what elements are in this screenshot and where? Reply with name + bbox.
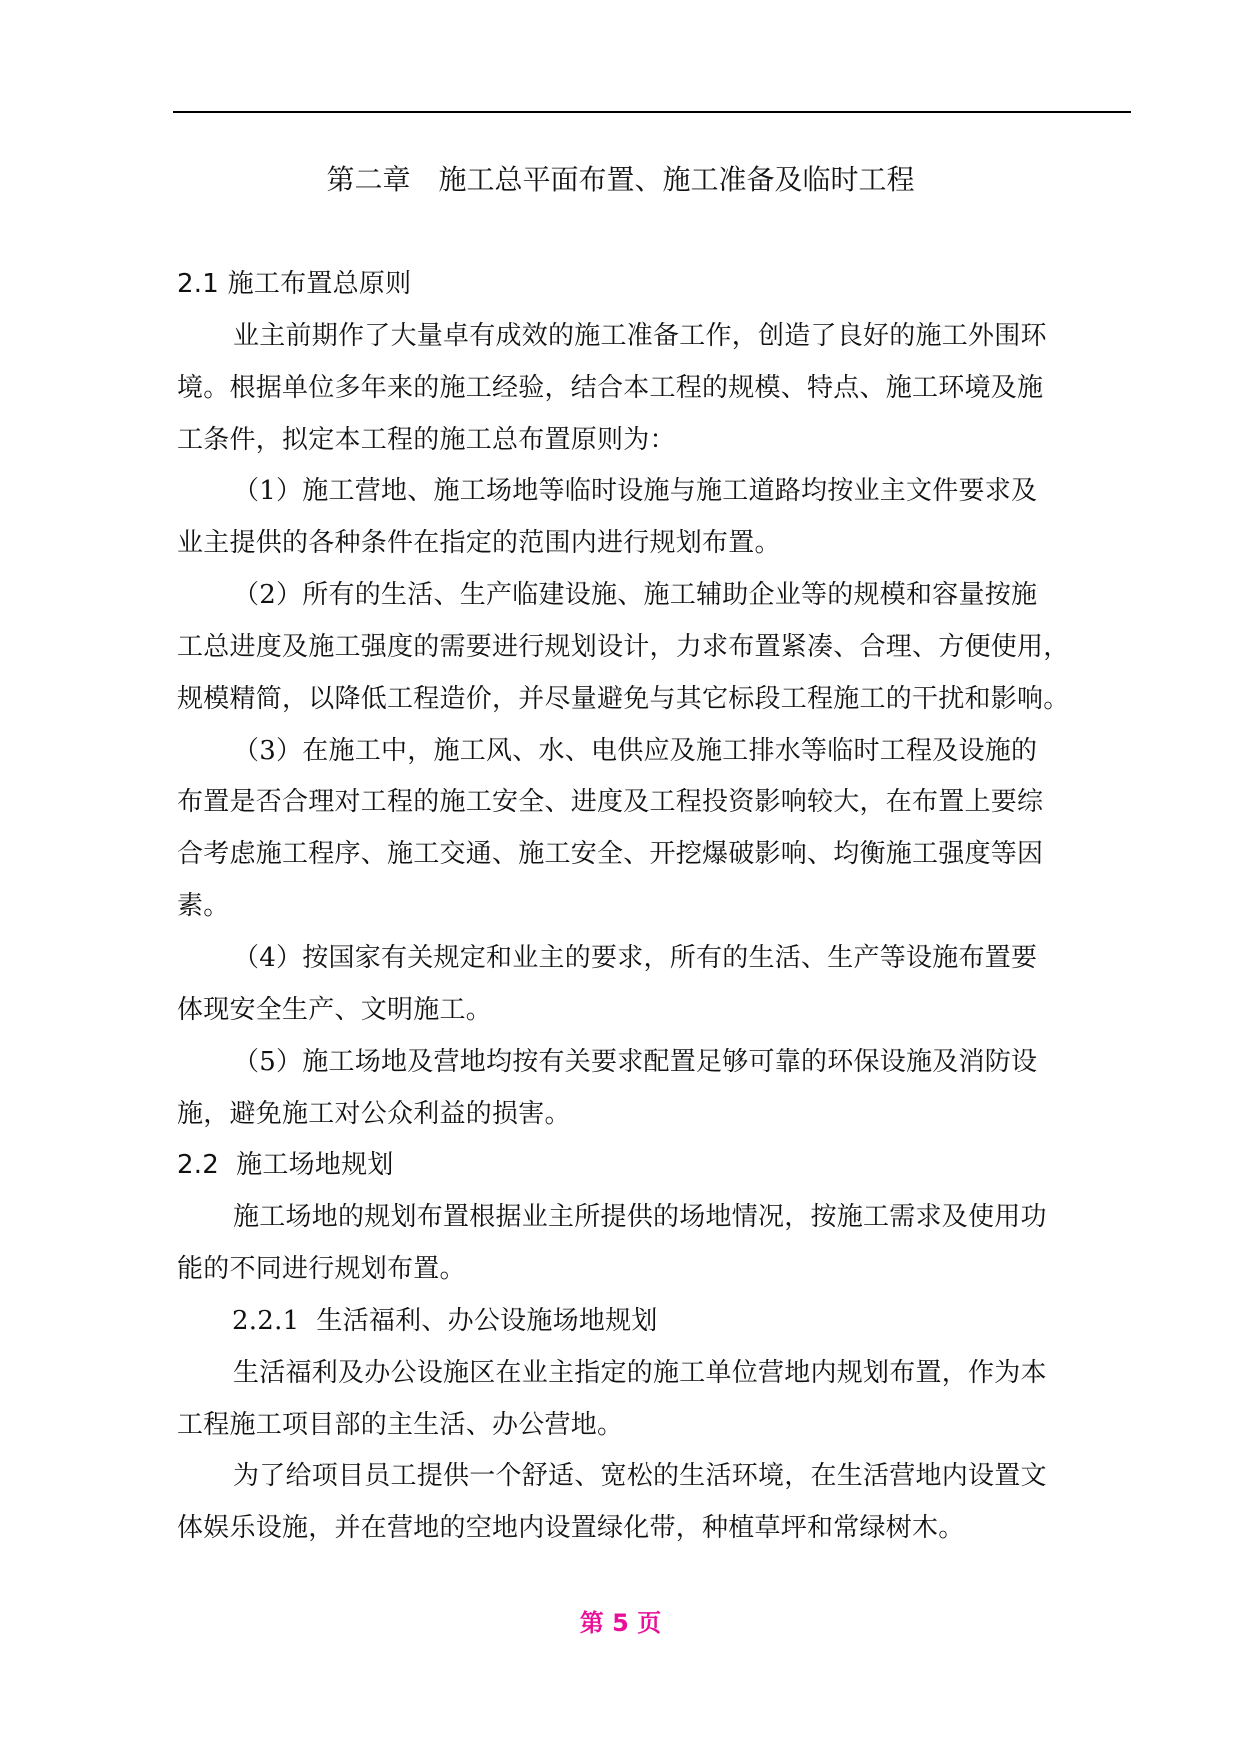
list-item-line: 合考虑施工程序、施工交通、施工安全、开挖爆破影响、均衡施工强度等因 <box>177 839 1044 870</box>
list-item-line: 施，避免施工对公众利益的损害。 <box>177 1098 571 1129</box>
paragraph-line: 工条件，拟定本工程的施工总布置原则为： <box>177 424 676 455</box>
list-item-line: 工总进度及施工强度的需要进行规划设计，力求布置紧凑、合理、方便使用， <box>177 631 1070 662</box>
paragraph-line: 工程施工项目部的主生活、办公营地。 <box>177 1409 624 1440</box>
document-body <box>177 264 1137 1560</box>
chapter-title: 第二章 施工总平面布置、施工准备及临时工程 <box>326 163 915 196</box>
paragraph-line: 境。根据单位多年来的施工经验，结合本工程的规模、特点、施工环境及施 <box>177 372 1044 403</box>
list-item-line: 布置是否合理对工程的施工安全、进度及工程投资影响较大，在布置上要综 <box>177 787 1044 818</box>
list-item-line: （4）按国家有关规定和业主的要求，所有的生活、生产等设施布置要 <box>233 942 1038 973</box>
section-heading-2-1: 2.1 施工布置总原则 <box>177 269 412 299</box>
list-item-line: （1）施工营地、施工场地等临时设施与施工道路均按业主文件要求及 <box>233 476 1038 507</box>
header-rule <box>173 111 1131 113</box>
list-item-line: 素。 <box>177 891 230 922</box>
paragraph-line: 为了给项目员工提供一个舒适、宽松的生活环境，在生活营地内设置文 <box>233 1461 1047 1492</box>
subsection-heading-2-2-1: 2.2.1 生活福利、办公设施场地规划 <box>232 1305 658 1336</box>
page-number: 第 5 页 <box>579 1609 662 1637</box>
paragraph-line: 生活福利及办公设施区在业主指定的施工单位营地内规划布置，作为本 <box>233 1357 1047 1388</box>
paragraph-line: 体娱乐设施，并在营地的空地内设置绿化带，种植草坪和常绿树木。 <box>177 1513 965 1544</box>
list-item-line: 体现安全生产、文明施工。 <box>177 994 493 1025</box>
paragraph-line: 能的不同进行规划布置。 <box>177 1254 466 1285</box>
section-heading-2-2: 2.2 施工场地规划 <box>177 1150 394 1181</box>
list-item-line: （5）施工场地及营地均按有关要求配置足够可靠的环保设施及消防设 <box>233 1046 1038 1077</box>
paragraph-line: 施工场地的规划布置根据业主所提供的场地情况，按施工需求及使用功 <box>233 1202 1047 1233</box>
list-item-line: （2）所有的生活、生产临建设施、施工辅助企业等的规模和容量按施 <box>233 580 1038 611</box>
list-item-line: 规模精简，以降低工程造价，并尽量避免与其它标段工程施工的干扰和影响。 <box>177 683 1070 714</box>
paragraph-line: 业主前期作了大量卓有成效的施工准备工作，创造了良好的施工外围环 <box>233 320 1047 351</box>
list-item-line: （3）在施工中，施工风、水、电供应及施工排水等临时工程及设施的 <box>233 735 1038 766</box>
list-item-line: 业主提供的各种条件在指定的范围内进行规划布置。 <box>177 528 781 559</box>
